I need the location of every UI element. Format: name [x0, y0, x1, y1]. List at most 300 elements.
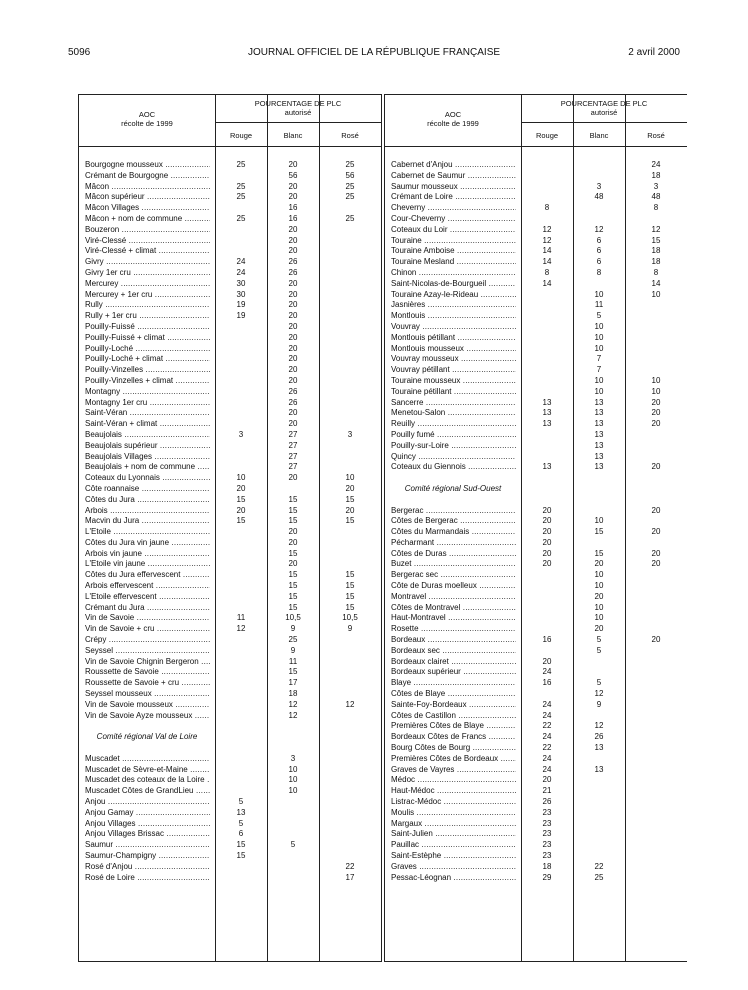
aoc-name: Cour-Cheverny .....: [391, 214, 516, 225]
value-rouge: 15: [236, 516, 246, 526]
value-rouge: 25: [236, 160, 246, 169]
table-row: [385, 279, 687, 290]
value-rose: 15: [345, 494, 355, 504]
value-blanc: 26: [288, 386, 298, 396]
aoc-name: Anjou Villages .....: [85, 819, 210, 830]
table-row: [385, 635, 687, 646]
value-rouge: 24: [542, 732, 552, 742]
table-row: [79, 624, 381, 635]
value-blanc: 10: [594, 570, 604, 580]
table-row: [385, 549, 687, 560]
value-rouge: 20: [542, 527, 552, 537]
value-blanc: 5: [596, 311, 602, 321]
table-row: [79, 873, 381, 884]
table-row: [79, 603, 381, 614]
value-blanc: 20: [288, 321, 298, 331]
aoc-name: Seyssel .....: [85, 646, 210, 657]
aoc-name: Pouilly-sur-Loire .....: [391, 441, 516, 452]
aoc-name: Côtes de Montravel .....: [391, 603, 516, 614]
value-blanc: 20: [288, 289, 298, 299]
value-rose: 56: [345, 170, 355, 180]
value-blanc: 6: [596, 235, 602, 245]
aoc-name: Crémant de Bourgogne .....: [85, 171, 210, 182]
table-row: [385, 354, 687, 365]
value-blanc: 10: [594, 613, 604, 623]
value-rose: 25: [345, 160, 355, 169]
value-blanc: 18: [288, 689, 298, 699]
table-row: [385, 441, 687, 452]
value-blanc: 20: [288, 419, 298, 429]
table-row: [79, 387, 381, 398]
value-blanc: 20: [288, 224, 298, 234]
value-blanc: 9: [290, 624, 296, 634]
table-row: [79, 344, 381, 355]
value-rouge: 24: [236, 257, 246, 267]
value-rose: 10: [651, 289, 661, 299]
aoc-name: Pouilly-Vinzelles + climat .....: [85, 376, 210, 387]
aoc-name: Saint-Véran + climat .....: [85, 419, 210, 430]
aoc-name: Menetou-Salon .....: [391, 408, 516, 419]
aoc-name: Côtes de Blaye .....: [391, 689, 516, 700]
value-rouge: 13: [236, 807, 246, 817]
table-row: [385, 408, 687, 419]
value-blanc: 26: [288, 267, 298, 277]
aoc-name: Bergerac sec .....: [391, 570, 516, 581]
value-rose: 3: [347, 429, 353, 439]
value-rose: 18: [651, 257, 661, 267]
value-rose: 10: [345, 473, 355, 483]
value-blanc: 22: [594, 861, 604, 871]
value-rose: 15: [345, 581, 355, 591]
aoc-name: Côtes du Jura .....: [85, 495, 210, 506]
value-rouge: 20: [236, 505, 246, 515]
aoc-name: Pouilly-Loché .....: [85, 344, 210, 355]
value-rouge: 23: [542, 840, 552, 850]
value-blanc: 16: [288, 203, 298, 213]
table-row: [385, 732, 687, 743]
value-blanc: 20: [594, 591, 604, 601]
aoc-name: Muscadet des coteaux de la Loire .....: [85, 775, 210, 786]
table-row: [79, 333, 381, 344]
value-blanc: 6: [596, 257, 602, 267]
table-row: [79, 559, 381, 570]
value-blanc: 27: [288, 451, 298, 461]
aoc-name: Beaujolais + nom de commune .....: [85, 462, 210, 473]
value-rose: 24: [651, 160, 661, 169]
aoc-header-year: récolte de 1999: [427, 119, 479, 128]
aoc-name: Coteaux du Giennois .....: [391, 462, 516, 473]
value-blanc: 13: [594, 764, 604, 774]
table-row: [385, 538, 687, 549]
table-row: [385, 268, 687, 279]
aoc-name: Montagny 1er cru .....: [85, 398, 210, 409]
aoc-name: Bordeaux Côtes de Francs .....: [391, 732, 516, 743]
value-blanc: 10: [594, 386, 604, 396]
value-blanc: 20: [594, 559, 604, 569]
table-row: [385, 862, 687, 873]
value-rose: 8: [653, 203, 659, 213]
value-blanc: 15: [288, 516, 298, 526]
aoc-name: Côtes de Bergerac .....: [391, 516, 516, 527]
table-row: [385, 603, 687, 614]
table-row: [79, 765, 381, 776]
value-rose: 10: [651, 386, 661, 396]
table-row: [79, 268, 381, 279]
value-rouge: 13: [542, 419, 552, 429]
value-blanc: 20: [288, 300, 298, 310]
value-rouge: 23: [542, 851, 552, 860]
value-rouge: 20: [542, 559, 552, 569]
aoc-name: Touraine pétillant .....: [391, 387, 516, 398]
value-rouge: 5: [238, 818, 244, 828]
value-blanc: 10: [594, 516, 604, 526]
value-blanc: 56: [288, 170, 298, 180]
table-row: [79, 538, 381, 549]
value-rouge: 18: [542, 861, 552, 871]
aoc-name: Anjou Villages Brissac .....: [85, 829, 210, 840]
aoc-name: Mercurey + 1er cru .....: [85, 290, 210, 301]
table-row: [385, 678, 687, 689]
value-rouge: 13: [542, 397, 552, 407]
value-blanc: 10: [594, 343, 604, 353]
table-row: [385, 419, 687, 430]
aoc-name: Bordeaux sec .....: [391, 646, 516, 657]
table-row: [79, 646, 381, 657]
table-row: [385, 700, 687, 711]
table-row: [79, 570, 381, 581]
table-row: [79, 441, 381, 452]
table-row: [385, 829, 687, 840]
aoc-name: Muscadet .....: [85, 754, 210, 765]
aoc-name: Touraine .....: [391, 236, 516, 247]
table-row: [79, 376, 381, 387]
aoc-name: Beaujolais .....: [85, 430, 210, 441]
value-rouge: 24: [542, 710, 552, 720]
journal-title: JOURNAL OFFICIEL DE LA RÉPUBLIQUE FRANÇAISE: [247, 47, 501, 58]
value-blanc: 15: [594, 527, 604, 537]
table-row: [79, 419, 381, 430]
value-rouge: 16: [542, 635, 552, 645]
issue-date: 2 avril 2000: [628, 47, 680, 58]
table-row: [79, 613, 381, 624]
table-row: [79, 506, 381, 517]
aoc-name: Bouzeron .....: [85, 225, 210, 236]
table-row: [385, 689, 687, 700]
table-row: [79, 246, 381, 257]
aoc-name: Montlouis pétillant .....: [391, 333, 516, 344]
value-rouge: 12: [236, 624, 246, 634]
value-blanc: 10: [594, 289, 604, 299]
table-row: [79, 160, 381, 171]
aoc-name: Saint-Véran .....: [85, 408, 210, 419]
section-heading-label: Comité régional Val de Loire: [96, 732, 198, 742]
col-blanc-header: Blanc: [589, 131, 609, 140]
value-blanc: 20: [288, 181, 298, 191]
table-row: [79, 462, 381, 473]
aoc-name: Muscadet de Sèvre-et-Maine .....: [85, 765, 210, 776]
value-rose: 48: [651, 192, 661, 202]
aoc-name: Vin de Savoie .....: [85, 613, 210, 624]
value-blanc: 3: [290, 753, 296, 763]
value-blanc: 12: [594, 689, 604, 699]
value-rouge: 14: [542, 257, 552, 267]
table-row: [385, 786, 687, 797]
aoc-name: Pouilly-Fuissé .....: [85, 322, 210, 333]
aoc-name: Montlouis .....: [391, 311, 516, 322]
aoc-name: Saint-Julien .....: [391, 829, 516, 840]
value-blanc: 13: [594, 440, 604, 450]
aoc-name: Côtes du Marmandais .....: [391, 527, 516, 538]
value-rouge: 10: [236, 473, 246, 483]
table-row: [385, 667, 687, 678]
value-rouge: 25: [236, 181, 246, 191]
value-blanc: 27: [288, 462, 298, 472]
aoc-name: Viré-Clessé .....: [85, 236, 210, 247]
value-blanc: 10: [594, 375, 604, 385]
value-blanc: 7: [596, 354, 602, 364]
value-rose: 20: [345, 505, 355, 515]
value-blanc: 15: [288, 591, 298, 601]
value-blanc: 15: [288, 494, 298, 504]
value-blanc: 10: [594, 321, 604, 331]
aoc-header: [79, 110, 215, 128]
value-rose: 20: [345, 483, 355, 493]
table-row: [385, 311, 687, 322]
value-rouge: 6: [238, 829, 244, 839]
aoc-name: Givry 1er cru .....: [85, 268, 210, 279]
table-row: [79, 257, 381, 268]
value-rose: 9: [347, 624, 353, 634]
aoc-name: Chinon .....: [391, 268, 516, 279]
value-rouge: 24: [542, 699, 552, 709]
value-rose: 20: [651, 527, 661, 537]
value-rose: 25: [345, 192, 355, 202]
value-rouge: 20: [542, 516, 552, 526]
value-rose: 18: [651, 246, 661, 256]
col-rose-header: Rosé: [647, 131, 665, 140]
table-row: [79, 592, 381, 603]
table-row: [385, 624, 687, 635]
value-rouge: 19: [236, 300, 246, 310]
value-blanc: 26: [288, 257, 298, 267]
table-right: [384, 94, 687, 962]
aoc-name: Sancerre .....: [391, 398, 516, 409]
table-row: [385, 506, 687, 517]
table-row: [385, 290, 687, 301]
aoc-name: Rosette .....: [391, 624, 516, 635]
value-rouge: 15: [236, 840, 246, 850]
pct-header-sub: autorisé: [590, 108, 618, 117]
value-rouge: 16: [542, 678, 552, 688]
table-row: [385, 873, 687, 884]
value-blanc: 13: [594, 419, 604, 429]
aoc-name: Touraine Azay-le-Rideau .....: [391, 290, 516, 301]
value-blanc: 20: [594, 624, 604, 634]
aoc-name: Graves de Vayres .....: [391, 765, 516, 776]
table-row: [385, 775, 687, 786]
section-heading: [79, 732, 381, 743]
value-rose: 20: [651, 559, 661, 569]
table-row: [385, 300, 687, 311]
value-blanc: 10: [594, 602, 604, 612]
value-rose: 22: [345, 861, 355, 871]
aoc-name: Arbois vin jaune .....: [85, 549, 210, 560]
col-rouge-header: Rouge: [229, 131, 253, 140]
table-row: [79, 495, 381, 506]
value-blanc: 3: [596, 181, 602, 191]
aoc-name: Rosé de Loire .....: [85, 873, 210, 884]
table-row: [79, 290, 381, 301]
aoc-name: Côte de Duras moelleux .....: [391, 581, 516, 592]
value-rouge: 20: [542, 656, 552, 666]
table-row: [79, 171, 381, 182]
value-rouge: 22: [542, 721, 552, 731]
table-row: [385, 344, 687, 355]
value-blanc: 15: [288, 505, 298, 515]
table-row: [79, 549, 381, 560]
aoc-name: Rosé d'Anjou .....: [85, 862, 210, 873]
aoc-name: Haut-Médoc .....: [391, 786, 516, 797]
value-blanc: 16: [288, 213, 298, 223]
value-blanc: 20: [288, 235, 298, 245]
value-blanc: 20: [288, 408, 298, 418]
value-blanc: 20: [288, 375, 298, 385]
pct-header-sub: autorisé: [284, 108, 312, 117]
value-rose: 15: [651, 235, 661, 245]
value-blanc: 8: [596, 267, 602, 277]
table-row: [79, 786, 381, 797]
table-row: [385, 257, 687, 268]
value-blanc: 10: [288, 786, 298, 796]
value-rouge: 30: [236, 278, 246, 288]
value-rose: 20: [651, 505, 661, 515]
value-blanc: 20: [288, 332, 298, 342]
value-rose: 10: [651, 375, 661, 385]
table-row: [385, 819, 687, 830]
aoc-header: [385, 110, 521, 128]
table-row: [79, 829, 381, 840]
value-blanc: 20: [288, 473, 298, 483]
value-rouge: 23: [542, 818, 552, 828]
aoc-name: Cheverny .....: [391, 203, 516, 214]
value-blanc: 20: [288, 311, 298, 321]
value-blanc: 10: [594, 581, 604, 591]
aoc-name: Pouilly-Vinzelles .....: [85, 365, 210, 376]
aoc-header-label: AOC: [138, 110, 156, 119]
aoc-name: Quincy .....: [391, 452, 516, 463]
col-rose-header: Rosé: [341, 131, 359, 140]
table-left: [78, 94, 382, 962]
value-rose: 20: [651, 419, 661, 429]
aoc-name: Saumur mousseux .....: [391, 182, 516, 193]
value-blanc: 6: [596, 246, 602, 256]
aoc-name: Pessac-Léognan .....: [391, 873, 516, 884]
value-blanc: 12: [594, 224, 604, 234]
aoc-name: Coteaux du Lyonnais .....: [85, 473, 210, 484]
value-rouge: 25: [236, 192, 246, 202]
value-blanc: 17: [288, 678, 298, 688]
value-blanc: 26: [594, 732, 604, 742]
table-row: [79, 311, 381, 322]
value-blanc: 5: [290, 840, 296, 850]
value-rouge: 12: [542, 235, 552, 245]
aoc-name: Muscadet Côtes de GrandLieu .....: [85, 786, 210, 797]
value-rose: 20: [651, 548, 661, 558]
value-blanc: 11: [594, 300, 604, 310]
table-row: [79, 452, 381, 463]
value-blanc: 20: [288, 354, 298, 364]
pct-header: [521, 99, 687, 117]
aoc-name: Touraine Mesland .....: [391, 257, 516, 268]
aoc-name: Touraine Amboise .....: [391, 246, 516, 257]
aoc-name: Bourg Côtes de Bourg .....: [391, 743, 516, 754]
table-row: [79, 225, 381, 236]
value-rouge: 29: [542, 872, 552, 882]
value-rose: 12: [651, 224, 661, 234]
table-row: [385, 592, 687, 603]
value-rose: 17: [345, 872, 355, 882]
value-blanc: 20: [288, 278, 298, 288]
value-blanc: 13: [594, 429, 604, 439]
aoc-header-year: récolte de 1999: [121, 119, 173, 128]
pct-header: [215, 99, 381, 117]
table-row: [79, 322, 381, 333]
aoc-name: Premières Côtes de Blaye .....: [391, 721, 516, 732]
value-rouge: 13: [542, 462, 552, 472]
aoc-name: L'Etoile vin jaune .....: [85, 559, 210, 570]
value-blanc: 10,5: [285, 613, 301, 623]
value-rose: 18: [651, 170, 661, 180]
value-blanc: 13: [594, 462, 604, 472]
value-blanc: 13: [594, 397, 604, 407]
value-rouge: 22: [542, 743, 552, 753]
value-rouge: 15: [236, 494, 246, 504]
table-row: [79, 408, 381, 419]
value-blanc: 5: [596, 678, 602, 688]
rows-left: [79, 160, 381, 883]
rows-right: [385, 160, 687, 883]
table-row: [79, 484, 381, 495]
table-row: [385, 365, 687, 376]
table-row: [79, 797, 381, 808]
aoc-name: Vouvray mousseux .....: [391, 354, 516, 365]
table-row: [385, 527, 687, 538]
value-rouge: 24: [542, 764, 552, 774]
value-blanc: 12: [594, 721, 604, 731]
table-row: [385, 721, 687, 732]
aoc-name: Buzet .....: [391, 559, 516, 570]
aoc-name: Anjou Gamay .....: [85, 808, 210, 819]
aoc-name: Coteaux du Loir .....: [391, 225, 516, 236]
value-blanc: 27: [288, 440, 298, 450]
table-row: [385, 203, 687, 214]
aoc-name: Bergerac .....: [391, 506, 516, 517]
value-blanc: 12: [288, 699, 298, 709]
aoc-name: Beaujolais Villages .....: [85, 452, 210, 463]
aoc-name: Seyssel mousseux .....: [85, 689, 210, 700]
table-row: [385, 462, 687, 473]
table-row: [385, 452, 687, 463]
section-heading: [385, 495, 687, 506]
section-heading-label: Comité régional Sud-Ouest: [404, 483, 502, 493]
table-row: [79, 581, 381, 592]
table-row: [79, 430, 381, 441]
value-rouge: 23: [542, 829, 552, 839]
aoc-name: Vin de Savoie Ayze mousseux .....: [85, 711, 210, 722]
value-rouge: 20: [236, 483, 246, 493]
value-rouge: 13: [542, 408, 552, 418]
table-row: [79, 214, 381, 225]
